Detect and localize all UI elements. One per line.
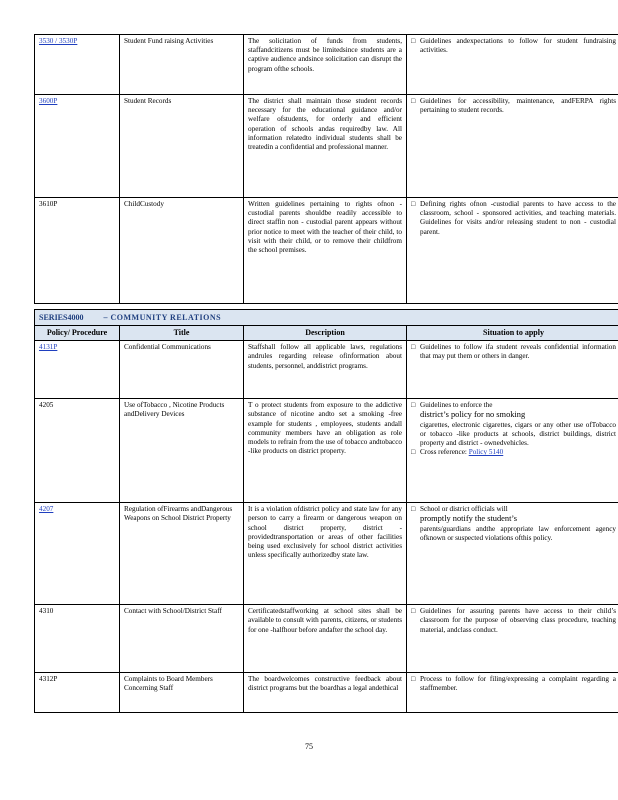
table-row <box>35 95 618 198</box>
table-row <box>35 198 618 304</box>
policy-description: It is a violation ofdistrict policy and state law for any person to carry a firearm or dangerous weapon on school district property, district - providedtransportation or areas of other facilities being used exclusively for school district activities unless specifically authorizedby state law. <box>244 503 407 605</box>
series-code: SERIES4000 <box>39 313 84 322</box>
policy-situation: □ Process to follow for filing/expressing a complaint regarding a staffmember. <box>407 673 618 713</box>
policy-description: The boardwelcomes constructive feedback about district programs but the boardhas a legal andethical <box>244 673 407 713</box>
policy-description: The district shall maintain those student records necessary for the educational guidance and/or welfare ofstudents, for orderly and efficient operation of schools andas requiredby law. All information relatedto individual students shall be treatedin a confidential and professional manner. <box>244 95 407 198</box>
policy-link-4207[interactable]: 4207 <box>35 503 120 605</box>
table-row <box>35 503 618 605</box>
policy-title: Student Records <box>120 95 244 198</box>
policy-description: T o protect students from exposure to the addictive substance of nicotine andto set a smoking -free example for students , employees, students andall community members have an obligation as role models to refrain from the use of tobacco andtobacco -like products on district property. <box>244 399 407 503</box>
policy-title: Use ofTobacco , Nicotine Products andDelivery Devices <box>120 399 244 503</box>
policy-code: 3610P <box>35 198 120 304</box>
policy-title: Student Fund raising Activities <box>120 35 244 95</box>
policy-title: Confidential Communications <box>120 341 244 399</box>
table-row <box>35 35 618 95</box>
header-description: Description <box>244 326 407 341</box>
policy-link-3530[interactable]: 3530 / 3530P <box>35 35 120 95</box>
table-row <box>35 341 618 399</box>
series-title: – COMMUNITY RELATIONS <box>103 313 222 322</box>
policy-situation: □ Guidelines for accessibility, maintenance, andFERPA rights pertaining to student records. <box>407 95 618 198</box>
policy-link-3600p[interactable]: 3600P <box>35 95 120 198</box>
column-headers <box>35 326 618 341</box>
policy-situation: □ Defining rights ofnon -custodial parents to have access to the classroom, school - sponsored activities, and teaching materials. Guidelines for visits and/or releasing student to non - custodial parent. <box>407 198 618 304</box>
policy-title: ChildCustody <box>120 198 244 304</box>
policy-description: Written guidelines pertaining to rights ofnon - custodial parents shouldbe readily accessible to direct staffin non - custodial parent appears without prior notice to meet with the teacher of their child, to visit with their child, or to remove their childfrom the school premises. <box>244 198 407 304</box>
series-header <box>35 310 618 326</box>
policy-situation: □ Guidelines to follow ifa student reveals confidential information that may put them or others in danger. <box>407 341 618 399</box>
policy-situation: □ Guidelines for assuring parents have access to their child’s classroom for the purpose of observing class procedure, teaching material, andclass conduct. <box>407 605 618 673</box>
policy-link-4131p[interactable]: 4131P <box>35 341 120 399</box>
policy-code: 4310 <box>35 605 120 673</box>
policy-title: Contact with School/District Staff <box>120 605 244 673</box>
policy-title: Regulation ofFirearms andDangerous Weapons on School District Property <box>120 503 244 605</box>
policy-title: Complaints to Board Members Concerning Staff <box>120 673 244 713</box>
header-situation: Situation to apply <box>407 326 618 341</box>
policy-situation: □ Guidelines andexpectations to follow for student fundraising activities. <box>407 35 618 95</box>
document-page <box>34 34 618 713</box>
page-number: 75 <box>305 742 313 751</box>
policy-code: 4205 <box>35 399 120 503</box>
policy-5140-link[interactable]: Policy 5140 <box>468 448 504 457</box>
table-row <box>35 399 618 503</box>
policy-table <box>34 34 618 713</box>
policy-situation: □ Guidelines to enforce the district’s policy for no smoking cigarettes, electronic cigarettes, cigars or any other use ofTobacco or tobacco -like products at schools, district buildings, district property and district - ownedvehicles. □ Cross reference: Policy 5140 <box>407 399 618 503</box>
policy-code: 4312P <box>35 673 120 713</box>
policy-description: Certificatedstaffworking at school sites shall be available to consult with parents, citizens, or students for one -halfhour before andafter the school day. <box>244 605 407 673</box>
policy-situation: □ School or district officials will promptly notify the student’s parents/guardians andthe appropriate law enforcement agency ofknown or suspected violations ofthis policy. <box>407 503 618 605</box>
policy-description: The solicitation of funds from students, staffandcitizens must be limitedsince students are a captive audience andsince solicitation can disrupt the program ofthe schools. <box>244 35 407 95</box>
policy-description: Staffshall follow all applicable laws, regulations andrules regarding release ofinformation about students, personnel, anddistrict programs. <box>244 341 407 399</box>
table-row <box>35 673 618 713</box>
header-policy: Policy/ Procedure <box>35 326 120 341</box>
header-title: Title <box>120 326 244 341</box>
table-row <box>35 605 618 673</box>
